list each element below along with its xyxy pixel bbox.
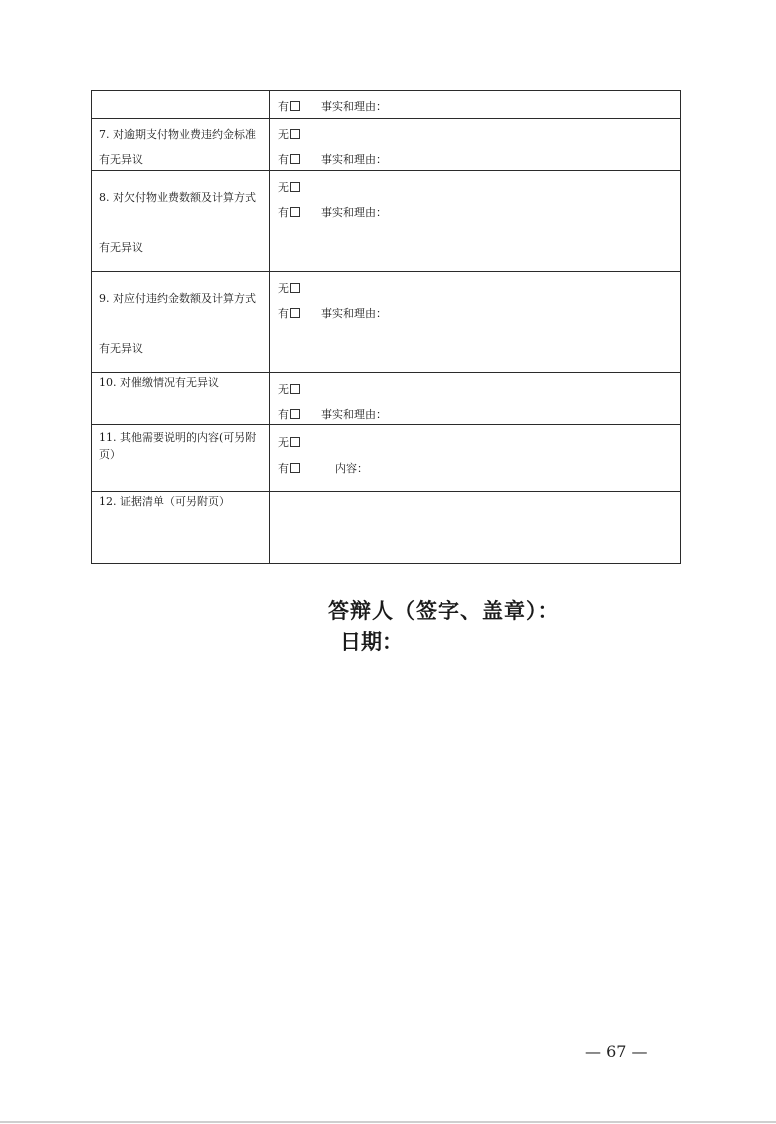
option-none-label: 无 bbox=[278, 436, 289, 449]
option-has bbox=[278, 206, 387, 220]
table-row-10 bbox=[92, 373, 681, 425]
question-line-2: 有无异议 bbox=[99, 153, 143, 166]
table-row-7 bbox=[92, 119, 681, 171]
checkbox-none[interactable] bbox=[290, 283, 300, 293]
checkbox-has[interactable] bbox=[290, 154, 300, 164]
question-line-1: 9. 对应付违约金数额及计算方式 bbox=[99, 292, 256, 305]
question-line-2: 有无异议 bbox=[99, 342, 143, 355]
question-cell bbox=[92, 373, 270, 425]
content-label: 内容： bbox=[335, 462, 368, 475]
defense-form-table bbox=[91, 90, 681, 564]
reason-label: 事实和理由： bbox=[321, 100, 387, 113]
checkbox-none[interactable] bbox=[290, 384, 300, 394]
question-cell bbox=[92, 171, 270, 272]
option-has bbox=[278, 462, 368, 476]
checkbox-has[interactable] bbox=[290, 409, 300, 419]
respondent-signature-label: 答辩人（签字、盖章）： bbox=[328, 598, 560, 623]
question-line-1: 8. 对欠付物业费数额及计算方式 bbox=[99, 191, 256, 204]
reason-label: 事实和理由： bbox=[321, 153, 387, 166]
checkbox-has[interactable] bbox=[290, 207, 300, 217]
option-has-label: 有 bbox=[278, 206, 289, 219]
option-has bbox=[278, 408, 387, 422]
option-has-label: 有 bbox=[278, 153, 289, 166]
checkbox-has[interactable] bbox=[290, 101, 300, 111]
option-has-label: 有 bbox=[278, 100, 289, 113]
option-none-label: 无 bbox=[278, 383, 289, 396]
answer-cell bbox=[270, 119, 681, 171]
question-line-2: 页） bbox=[99, 448, 121, 461]
table-row-6-continued bbox=[92, 91, 681, 119]
checkbox-has[interactable] bbox=[290, 308, 300, 318]
left-cell-empty bbox=[92, 91, 270, 119]
option-none-label: 无 bbox=[278, 181, 289, 194]
option-has bbox=[278, 100, 387, 114]
option-has-label: 有 bbox=[278, 408, 289, 421]
option-has bbox=[278, 153, 387, 167]
question-cell bbox=[92, 272, 270, 373]
question-line-2: 有无异议 bbox=[99, 241, 143, 254]
option-none bbox=[278, 383, 300, 397]
question-line-1: 11. 其他需要说明的内容(可另附 bbox=[99, 431, 257, 444]
answer-cell bbox=[270, 171, 681, 272]
question-line-1: 7. 对逾期支付物业费违约金标准 bbox=[99, 128, 256, 141]
evidence-list-cell[interactable] bbox=[270, 492, 681, 564]
table-row-8 bbox=[92, 171, 681, 272]
checkbox-none[interactable] bbox=[290, 182, 300, 192]
answer-cell bbox=[270, 272, 681, 373]
option-has-label: 有 bbox=[278, 307, 289, 320]
question-line-1: 12. 证据清单（可另附页） bbox=[99, 495, 230, 508]
option-none bbox=[278, 128, 300, 142]
page-number: — 67 — bbox=[585, 1042, 648, 1061]
question-line-1: 10. 对催缴情况有无异议 bbox=[99, 376, 219, 389]
option-none-label: 无 bbox=[278, 128, 289, 141]
question-cell bbox=[92, 425, 270, 492]
answer-cell bbox=[270, 425, 681, 492]
reason-label: 事实和理由： bbox=[321, 206, 387, 219]
checkbox-has[interactable] bbox=[290, 463, 300, 473]
table-row-11 bbox=[92, 425, 681, 492]
option-none bbox=[278, 282, 300, 296]
option-has-label: 有 bbox=[278, 462, 289, 475]
option-none bbox=[278, 181, 300, 195]
question-cell bbox=[92, 492, 270, 564]
option-has bbox=[278, 307, 387, 321]
table-row-12 bbox=[92, 492, 681, 564]
answer-cell bbox=[270, 373, 681, 425]
date-label: 日期： bbox=[340, 629, 403, 654]
option-none bbox=[278, 436, 300, 450]
table-row-9 bbox=[92, 272, 681, 373]
checkbox-none[interactable] bbox=[290, 129, 300, 139]
reason-label: 事实和理由： bbox=[321, 307, 387, 320]
answer-cell bbox=[270, 91, 681, 119]
question-cell bbox=[92, 119, 270, 171]
option-none-label: 无 bbox=[278, 282, 289, 295]
checkbox-none[interactable] bbox=[290, 437, 300, 447]
reason-label: 事实和理由： bbox=[321, 408, 387, 421]
scan-edge-line bbox=[0, 1121, 776, 1123]
